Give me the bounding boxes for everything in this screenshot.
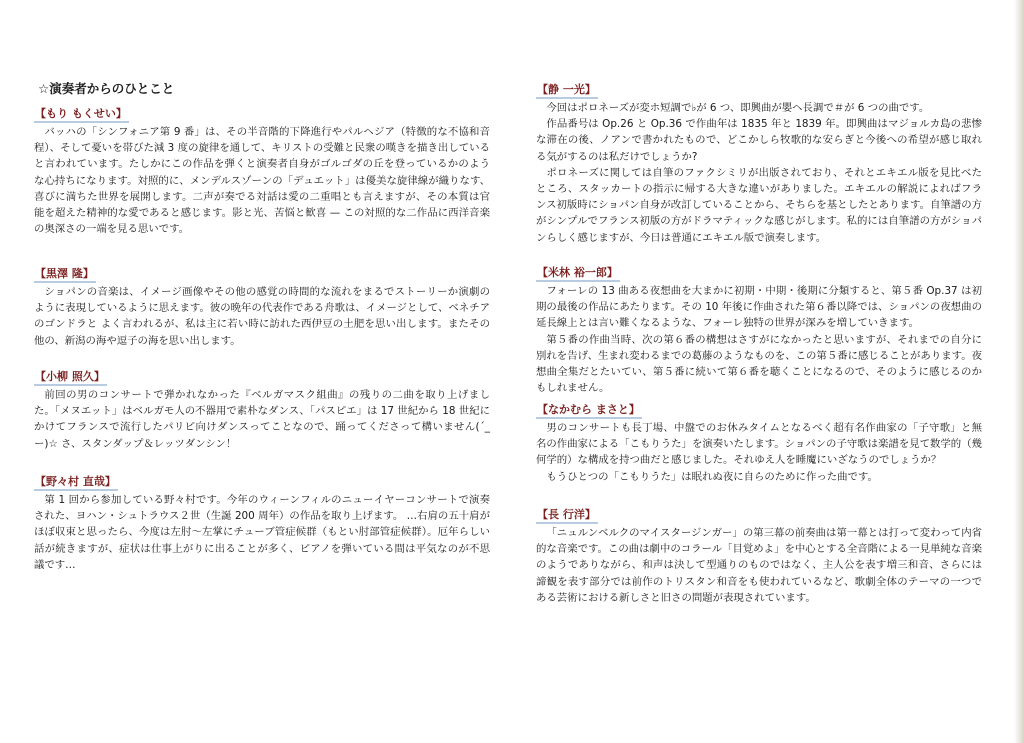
- performer-name-label: 【長 行洋】: [536, 508, 598, 524]
- comment-paragraph: 今回はポロネーズが変ホ短調で♭が 6 つ、即興曲が嬰ヘ長調で＃が 6 つの曲です。: [546, 102, 930, 114]
- comment-section-yonebayashi: [536, 261, 982, 396]
- comment-paragraph: フォーレの 13 曲ある夜想曲を大まかに初期・中期・後期に分類すると、第５番 Op.37 は初期の最後の作品にあたります。その 10 年後に作曲された第６番以降では、ショパンの夜想曲の延長線上とは言い難くなるような、フォーレ独特の世界が深みを増していきます。: [536, 285, 982, 330]
- comment-section-cho: [536, 503, 982, 606]
- page-edge-shadow: [1014, 0, 1024, 743]
- comment-paragraph: 「ニュルンベルクのマイスタージンガー」の第三幕の前奏曲は第一幕とは打って変わって内省的な音楽です。この曲は劇中のコラール「目覚めよ」を中心とする全音階による一見単純な音楽のようでありながら、和声は決して型通りのものではなく、主人公を表す増三和音、さらには諦観を表す部分では前作のトリスタン和音をも使われているなど、歌劇全体のテーマの一つである芸術における新しさと旧さの問題が表現されています。: [536, 527, 982, 604]
- comment-paragraph: 前回の男のコンサートで弾かれなかった『ベルガマスク組曲』の残りの二曲を取り上げました。「メヌエット」はベルガモ人の不器用で素朴なダンス、「パスピエ」は 17 世紀から 18 世紀にかけてフランスで流行したパリピ向けダンスってことなので、踊ってくださって構いません(´_ー)☆ さ、スタンダップ＆レッツダンシン！: [34, 389, 490, 450]
- comment-paragraph: 第５番の作曲当時、次の第６番の構想はさすがになかったと思いますが、それまでの自分に別れを告げ、生まれ変わるまでの葛藤のようなものを、この第５番に感じることがあります。夜想曲全集だとたいてい、第５番に続いて第６番を聴くことになるので、そのように感じるのかもしれません。: [536, 333, 982, 395]
- performer-name-label: 【もり もくせい】: [34, 107, 129, 123]
- comment-paragraph: ポロネーズに関しては自筆のファクシミリが出版されており、それとエキエル版を見比べたところ、スタッカートの指示に帰する大きな違いがありました。エキエルの解説によればフランス初版時にショパン自身が改訂していることから、そちらを基としたとあります。自筆譜の方がシンプルでフランス初版の方がドラマティックな感じがします。私的には自筆譜の方がショパンらしく感じますが、今日は普通にエキエル版で演奏します。: [536, 166, 982, 244]
- comment-section-nonomura: [34, 470, 490, 573]
- performer-name-label: 【黒澤 隆】: [34, 267, 96, 283]
- comment-section-mori: [34, 102, 490, 237]
- comment-body: [536, 525, 982, 606]
- comment-section-koyanagi: [34, 365, 490, 452]
- comment-paragraph: 男のコンサートも長丁場、中盤でのお休みタイムとなるべく超有名作曲家の「子守歌」と無名の作曲家による「こもりうた」を演奏いたします。ショパンの子守歌は楽譜を見て数学的（幾何学的）な構成を持つ曲だと感じました。それゆえ人を睡魔にいざなうのでしょうか？: [536, 422, 982, 467]
- comment-body: [34, 124, 490, 237]
- comment-paragraph: 第 1 回から参加している野々村です。今年のウィーンフィルのニューイヤーコンサートで演奏された、ヨハン・シュトラウス２世（生誕 200 周年）の作品を取り上げます。 …右肩の五十肩がほぼ収束と思ったら、今度は左肘～左掌にチューブ管症候群（もとい肘部管症候群）。厄年らしい話が続きますが、症状は仕事上がりに出ることが多く、ピアノを弾いている間は平気なのが不思議です…: [34, 494, 490, 571]
- comment-paragraph: ショパンの音楽は、イメージ画像やその他の感覚の時間的な流れをまるでストーリーか演劇のように表現しているように思えます。彼の晩年の代表作である舟歌は、イメージとして、ベネチアのゴンドラと よく言われるが、私は主に若い時に訪れた西伊豆の土肥を思い出します。またその他の、新潟の海や逗子の海を思い出します。: [34, 286, 490, 347]
- comment-paragraph: バッハの「シンフォニア第 9 番」は、その半音階的下降進行やパルヘジア（特徴的な不協和音程）、そして憂いを帯びた減 3 度の旋律を通して、キリストの受難と民衆の嘆きを描き出していると言われています。たしかにこの作品を弾くと演奏者自身がゴルゴダの丘を登っているかのような心持ちになります。対照的に、メンデルスゾーンの「デュエット」は優美な旋律線が織りなす、喜びに満ちた世界を展開します。二声が奏でる対話は愛の二重唱とも言えますが、その本質は官能を超えた精神的な愛であると感じます。影と光、苦悩と歓喜 — この対照的な二作品に西洋音楽の奥深さの一端を見る思いです。: [34, 126, 490, 236]
- comment-paragraph: 作品番号は Op.26 と Op.36 で作曲年は 1835 年と 1839 年。即興曲はマジョルカ島の悲惨な滞在の後、ノアンで書かれたもので、どこかしら牧歌的な安らぎと今後への希望が感じ取れる気がするのは私だけでしょうか?: [536, 118, 982, 163]
- page-title: ☆演奏者からのひとこと: [38, 81, 175, 96]
- performer-name-label: 【米林 裕一郎】: [536, 266, 620, 282]
- performer-name-label: 【なかむら まさと】: [536, 403, 642, 419]
- comment-body: [34, 492, 490, 573]
- comment-section-kurosawa: [34, 262, 490, 349]
- comment-section-shizuka: [536, 78, 982, 246]
- comment-body: [34, 284, 490, 349]
- comment-paragraph: もうひとつの「こもりうた」は眠れぬ夜に自らのために作った曲です。: [546, 470, 878, 483]
- comment-section-nakamura: [536, 398, 982, 485]
- comment-body: [536, 283, 982, 396]
- comment-body: [536, 420, 982, 485]
- performer-name-label: 【野々村 直哉】: [34, 475, 118, 491]
- performer-name-label: 【静 一光】: [536, 83, 598, 99]
- performer-name-label: 【小柳 照久】: [34, 370, 107, 386]
- comment-body: [536, 100, 982, 246]
- comment-body: [34, 387, 490, 452]
